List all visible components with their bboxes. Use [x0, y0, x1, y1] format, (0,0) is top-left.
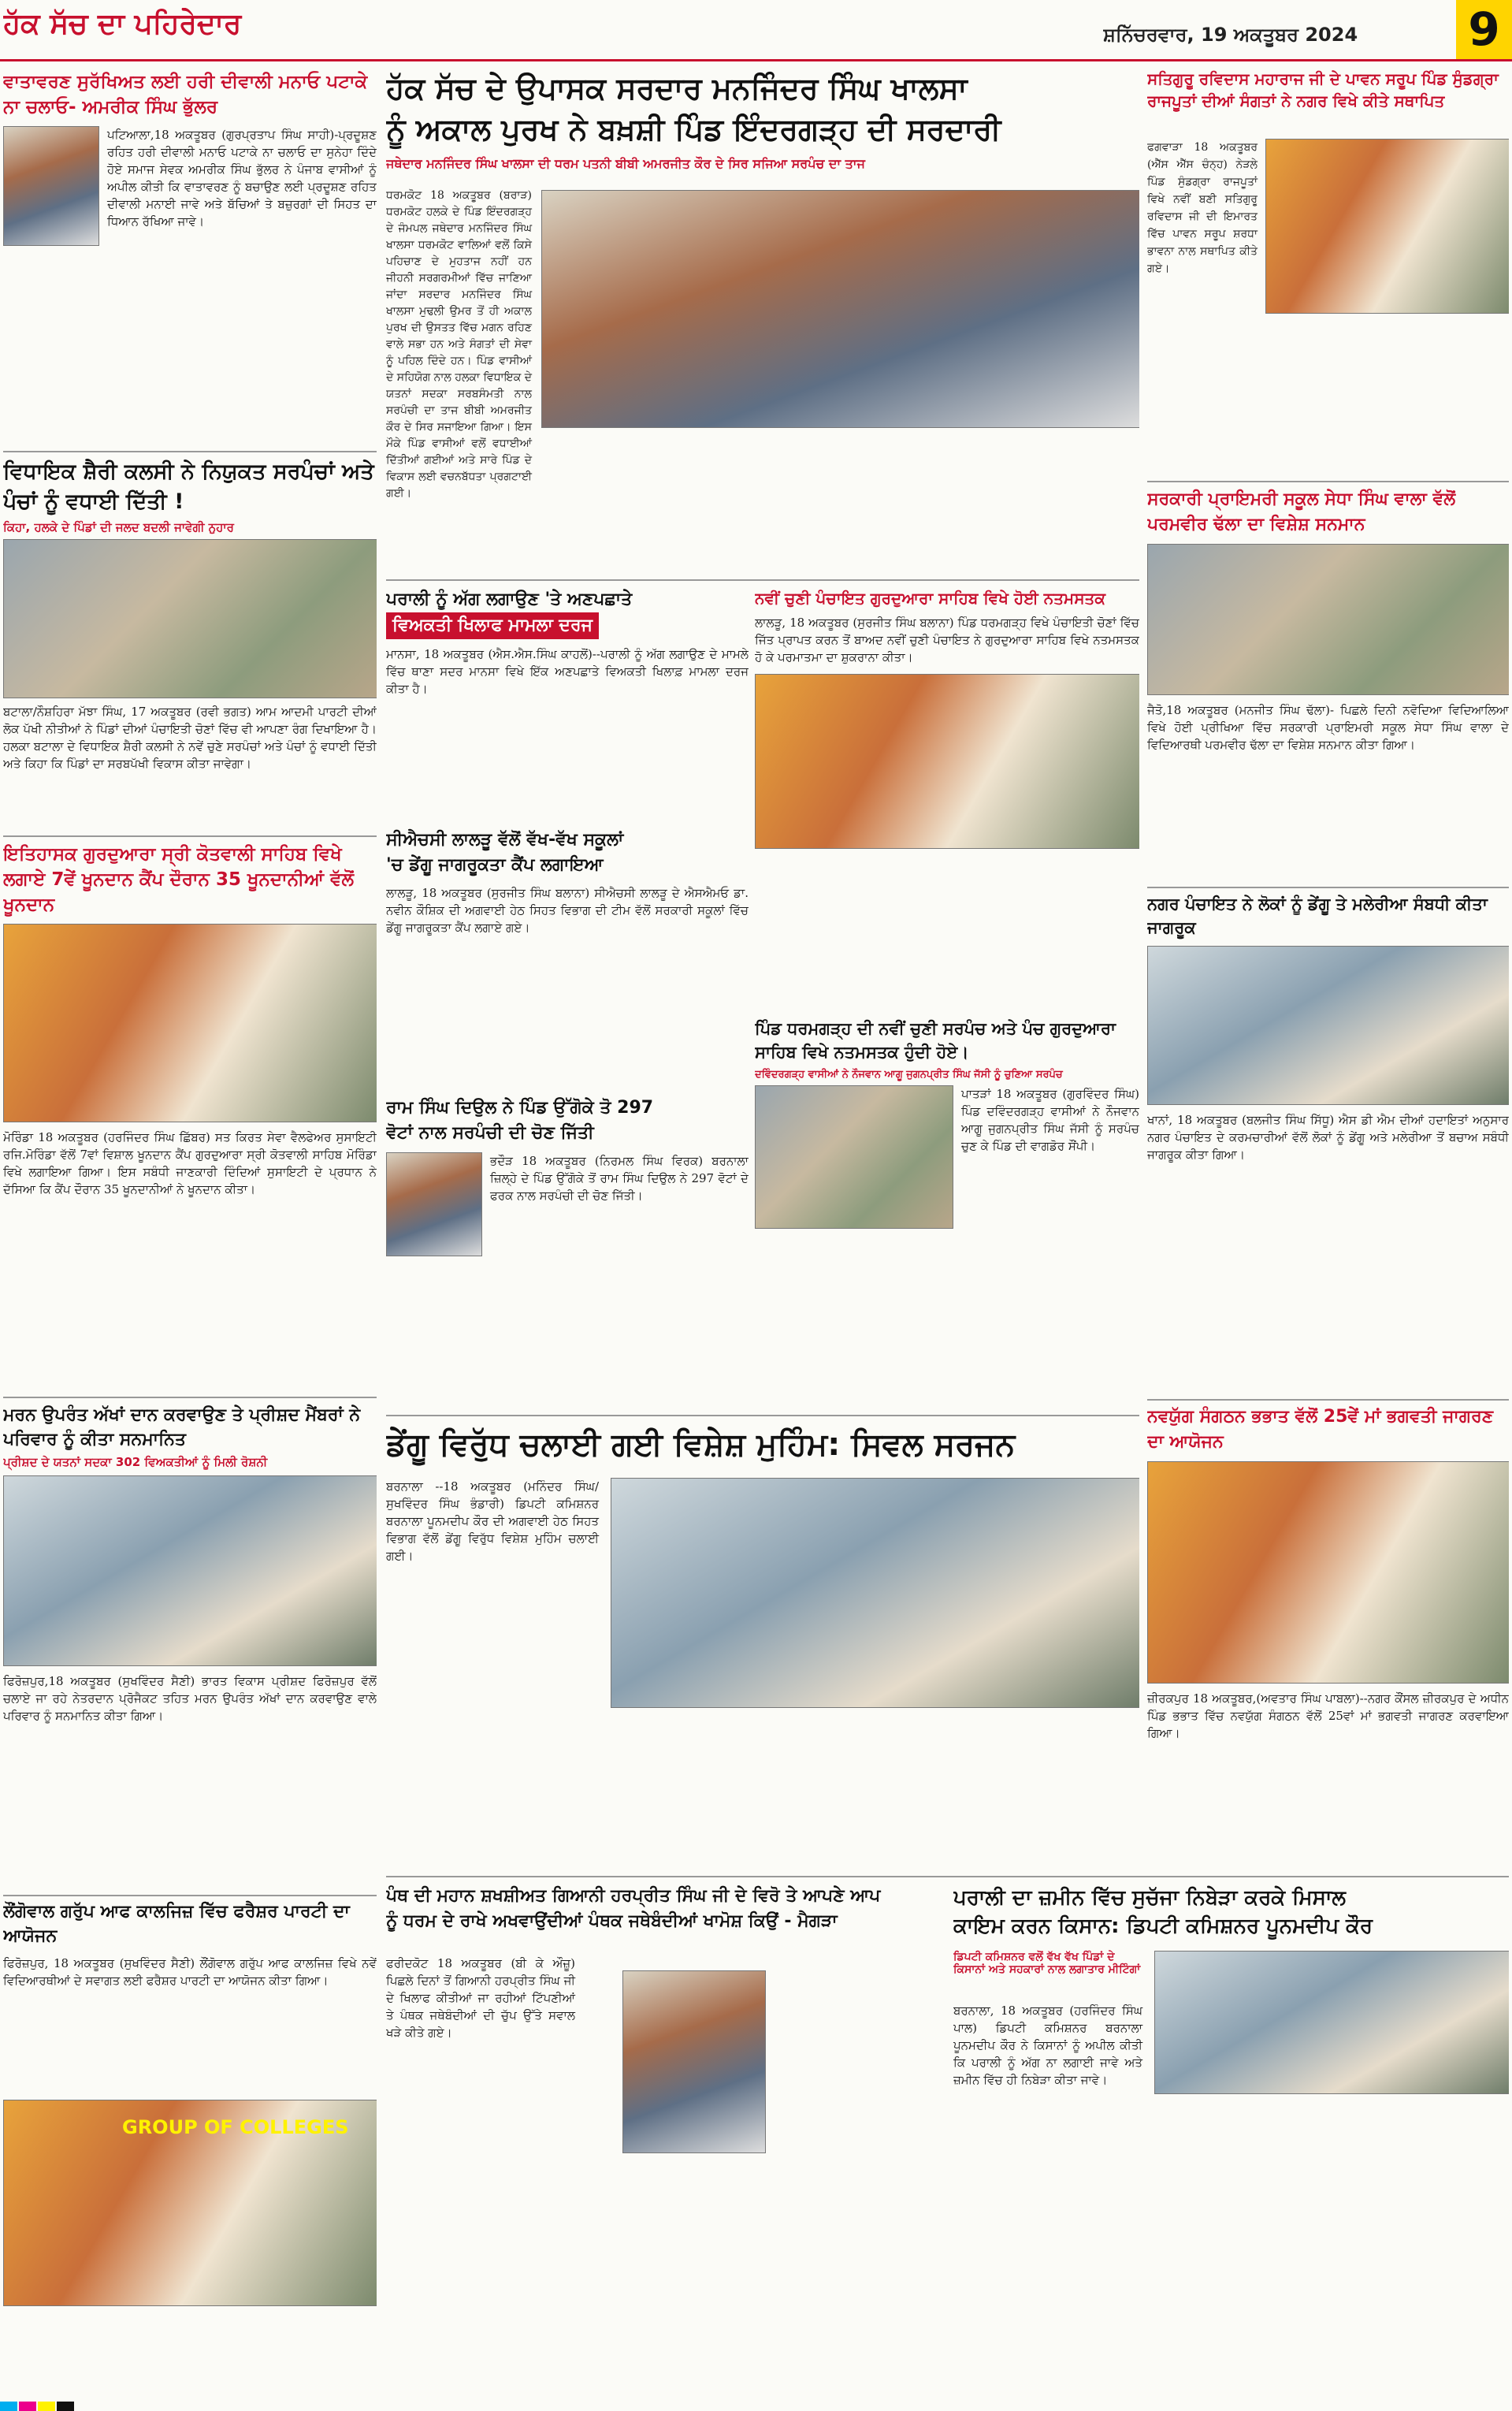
- story-title: ਨਵਯੁੱਗ ਸੰਗਠਨ ਭਭਾਤ ਵੱਲੋਂ 25ਵੇਂ ਮਾਂ ਭਗਵਤੀ ਜਾਗਰਣ ਦਾ ਆਯੋਜਨ: [1147, 1407, 1494, 1452]
- story-photo: [1265, 139, 1509, 314]
- story-body: ਬਰਨਾਲਾ, 18 ਅਕਤੂਬਰ (ਹਰਜਿੰਦਰ ਸਿੰਘ ਪਾਲ) ਡਿਪਟੀ ਕਮਿਸ਼ਨਰ ਬਰਨਾਲਾ ਪੂਨਮਦੀਪ ਕੌਰ ਨੇ ਕਿਸਾਨਾਂ ਨੂੰ ਅਪੀਲ ਕੀਤੀ ਕਿ ਪਰਾਲੀ ਨੂੰ ਅੱਗ ਨਾ ਲਗਾਈ ਜਾਵੇ ਅਤੇ ਜ਼ਮੀਨ ਵਿੱਚ ਹੀ ਨਿਬੇੜਾ ਕੀਤਾ ਜਾਵੇ।: [953, 2004, 1142, 2087]
- story-title1: ਪਰਾਲੀ ਨੂੰ ਅੱਗ ਲਗਾਉਣ 'ਤੇ ਅਣਪਛਾਤੇ: [386, 590, 633, 609]
- story-body: ਫਰੀਦਕੋਟ 18 ਅਕਤੂਬਰ (ਬੀ ਕੇ ਔਜ਼ੂ) ਪਿਛਲੇ ਦਿਨਾਂ ਤੋਂ ਗਿਆਨੀ ਹਰਪ੍ਰੀਤ ਸਿੰਘ ਜੀ ਦੇ ਖਿਲਾਫ ਕੀਤੀਆਂ ਜਾ ਰਹੀਆਂ ਟਿੱਪਣੀਆਂ ਤੇ ਪੰਥਕ ਜਥੇਬੰਦੀਆਂ ਦੀ ਚੁੱਪ ਉੱਤੇ ਸਵਾਲ ਖੜੇ ਕੀਤੇ ਗਏ।: [386, 1956, 575, 2040]
- story-photo: [755, 1085, 953, 1229]
- page-number: 9: [1456, 0, 1512, 59]
- story-photo: [1147, 946, 1509, 1105]
- story-title1: ਰਾਮ ਸਿੰਘ ਦਿਉਲ ਨੇ ਪਿੰਡ ਉੱਗੋਕੇ ਤੋ 297: [386, 1098, 654, 1118]
- story-title: ਲੌਂਗੋਵਾਲ ਗਰੁੱਪ ਆਫ ਕਾਲਜਿਜ਼ ਵਿੱਚ ਫਰੈਸ਼ਰ ਪਾਰਟੀ ਦਾ ਆਯੋਜਨ: [3, 1902, 350, 1946]
- story-blood-donation: [3, 842, 377, 1393]
- story-body: ਮੋਰਿੰਡਾ 18 ਅਕਤੂਬਰ (ਹਰਜਿੰਦਰ ਸਿੰਘ ਛਿੱਬਰ) ਸਤ ਕਿਰਤ ਸੇਵਾ ਵੈਲਫੇਅਰ ਸੁਸਾਇਟੀ ਰਜਿ.ਮੋਰਿੰਡਾ ਵੱਲੋਂ 7ਵਾਂ ਵਿਸ਼ਾਲ ਖੂਨਦਾਨ ਕੈਂਪ ਗੁਰਦੁਆਰਾ ਸ੍ਰੀ ਕੋਤਵਾਲੀ ਸਾਹਿਬ ਮੋਰਿੰਡਾ ਵਿਖੇ ਲਗਾਇਆ ਗਿਆ। ਇਸ ਸਬੰਧੀ ਜਾਣਕਾਰੀ ਦਿੰਦਿਆਂ ਸੁਸਾਇਟੀ ਦੇ ਪ੍ਰਧਾਨ ਨੇ ਦੱਸਿਆ ਕਿ ਕੈਂਪ ਦੌਰਾਨ 35 ਖੂਨਦਾਨੀਆਂ ਨੇ ਖੂਨਦਾਨ ਕੀਤਾ।: [3, 1130, 377, 1196]
- story-photo: [3, 924, 377, 1122]
- story-title: ਨਵੀਂ ਚੁਣੀ ਪੰਚਾਇਤ ਗੁਰਦੁਆਰਾ ਸਾਹਿਬ ਵਿਖੇ ਹੋਈ ਨਤਮਸਤਕ: [755, 589, 1105, 608]
- story-body: ਫਿਰੋਜ਼ਪੁਰ, 18 ਅਕਤੂਬਰ (ਸੁਖਵਿੰਦਰ ਸੈਣੀ) ਲੌਂਗੋਵਾਲ ਗਰੁੱਪ ਆਫ ਕਾਲਜਿਜ਼ ਵਿਖੇ ਨਵੇਂ ਵਿਦਿਆਰਥੀਆਂ ਦੇ ਸਵਾਗਤ ਲਈ ਫਰੈਸ਼ਰ ਪਾਰਟੀ ਦਾ ਆਯੋਜਨ ਕੀਤਾ ਗਿਆ।: [3, 1956, 377, 1988]
- reg-mark-cyan: [0, 2402, 17, 2411]
- story-photo: [3, 539, 377, 698]
- story-kicker: ਕਿਹਾ, ਹਲਕੇ ਦੇ ਪਿੰਡਾਂ ਦੀ ਜਲਦ ਬਦਲੀ ਜਾਵੇਗੀ ਨੁਹਾਰ: [3, 520, 234, 534]
- story-civil-surgeon: [386, 1423, 1139, 1872]
- story-deputy-commissioner: [953, 1884, 1509, 2396]
- story-title2: ਵਿਅਕਤੀ ਖਿਲਾਫ ਮਾਮਲਾ ਦਰਜ: [386, 612, 599, 639]
- story-body: ਮਾਨਸਾ, 18 ਅਕਤੂਬਰ (ਐਸ.ਐਸ.ਸਿੰਘ ਕਾਹਲੋਂ)--ਪਰਾਲੀ ਨੂੰ ਅੱਗ ਲਗਾਉਣ ਦੇ ਮਾਮਲੇ ਵਿੱਚ ਥਾਣਾ ਸਦਰ ਮਾਨਸਾ ਵਿਖੇ ਇੱਕ ਅਣਪਛਾਤੇ ਵਿਅਕਤੀ ਖਿਲਾਫ਼ ਮਾਮਲਾ ਦਰਜ ਕੀਤਾ ਹੈ।: [386, 647, 749, 696]
- reg-mark-black: [57, 2402, 74, 2411]
- main-headline-line2: ਨੂੰ ਅਕਾਲ ਪੁਰਖ ਨੇ ਬਖ਼ਸ਼ੀ ਪਿੰਡ ਇੰਦਰਗੜ੍ਹ ਦੀ ਸਰਦਾਰੀ: [386, 112, 1001, 147]
- story-title2: ਕਾਇਮ ਕਰਨ ਕਿਸਾਨ: ਡਿਪਟੀ ਕਮਿਸ਼ਨਰ ਪੂਨਮਦੀਪ ਕੌਰ: [953, 1914, 1373, 1938]
- main-kicker: ਜਥੇਦਾਰ ਮਨਜਿੰਦਰ ਸਿੰਘ ਖਾਲਸਾ ਦੀ ਧਰਮ ਪਤਨੀ ਬੀਬੀ ਅਮਰਜੀਤ ਕੌਰ ਦੇ ਸਿਰ ਸਜਿਆ ਸਰਪੰਚ ਦਾ ਤਾਜ: [386, 156, 865, 171]
- story-ramsingh: [386, 1096, 749, 1411]
- masthead: [0, 0, 1512, 61]
- story-title: ਵਾਤਾਵਰਣ ਸੁਰੱਖਿਅਤ ਲਈ ਹਰੀ ਦੀਵਾਲੀ ਮਨਾਓ ਪਟਾਕੇ ਨਾ ਚਲਾਓ- ਅਮਰੀਕ ਸਿੰਘ ਭੁੱਲਰ: [3, 72, 368, 117]
- story-body: ਲਾਲੜੂ, 18 ਅਕਤੂਬਰ (ਸੁਰਜੀਤ ਸਿੰਘ ਬਲਾਨਾ) ਪਿੰਡ ਧਰਮਗੜ੍ਹ ਵਿਖੇ ਪੰਚਾਇਤੀ ਚੋਣਾਂ ਵਿੱਚ ਜਿੱਤ ਪ੍ਰਾਪਤ ਕਰਨ ਤੋਂ ਬਾਅਦ ਨਵੀਂ ਚੁਣੀ ਪੰਚਾਇਤ ਨੇ ਗੁਰਦੁਆਰਾ ਸਾਹਿਬ ਵਿਖੇ ਨਤਮਸਤਕ ਹੋ ਕੇ ਪਰਮਾਤਮਾ ਦਾ ਸ਼ੁਕਰਾਨਾ ਕੀਤਾ।: [755, 616, 1139, 664]
- story-title: ਮਰਨ ਉਪਰੰਤ ਅੱਖਾਂ ਦਾਨ ਕਰਵਾਉਣ ਤੇ ਪ੍ਰੀਸ਼ਦ ਮੈਂਬਰਾਂ ਨੇ ਪਰਿਵਾਰ ਨੂੰ ਕੀਤਾ ਸਨਮਾਨਿਤ: [3, 1405, 361, 1449]
- story-body: ਪਾਤੜਾਂ 18 ਅਕਤੂਬਰ (ਗੁਰਵਿੰਦਰ ਸਿੰਘ) ਪਿੰਡ ਦਵਿੰਦਰਗੜ੍ਹ ਵਾਸੀਆਂ ਨੇ ਨੌਜਵਾਨ ਆਗੂ ਜੁਗਨਪ੍ਰੀਤ ਸਿੰਘ ਜੱਸੀ ਨੂੰ ਸਰਪੰਚ ਚੁਣ ਕੇ ਪਿੰਡ ਦੀ ਵਾਗਡੋਰ ਸੌਂਪੀ।: [961, 1087, 1139, 1153]
- story-body: ਜੈਤੋ,18 ਅਕਤੂਬਰ (ਮਨਜੀਤ ਸਿੰਘ ਢੱਲਾ)- ਪਿਛਲੇ ਦਿਨੀ ਨਵੋਦਿਆ ਵਿਦਿਆਲਿਆ ਵਿਖੇ ਹੋਈ ਪ੍ਰੀਖਿਆ ਵਿੱਚ ਸਰਕਾਰੀ ਪ੍ਰਾਇਮਰੀ ਸਕੂਲ ਸੇਧਾ ਸਿੰਘ ਵਾਲਾ ਦੇ ਵਿਦਿਆਰਥੀ ਪਰਮਵੀਰ ਢੱਲਾ ਦਾ ਵਿਸ਼ੇਸ਼ ਸਨਮਾਨ ਕੀਤਾ ਗਿਆ।: [1147, 703, 1509, 752]
- story-title1: ਸੀਐਚਸੀ ਲਾਲੜੂ ਵੱਲੋਂ ਵੱਖ-ਵੱਖ ਸਕੂਲਾਂ: [386, 830, 624, 850]
- story-body: ਭਦੌੜ 18 ਅਕਤੂਬਰ (ਨਿਰਮਲ ਸਿੰਘ ਵਿਰਕ) ਬਰਨਾਲਾ ਜ਼ਿਲ੍ਹੇ ਦੇ ਪਿੰਡ ਉੱਗੋਕੇ ਤੋਂ ਰਾਮ ਸਿੰਘ ਦਿਉਲ ਨੇ 297 ਵੋਟਾਂ ਦੇ ਫਰਕ ਨਾਲ ਸਰਪੰਚੀ ਦੀ ਚੋਣ ਜਿੱਤੀ।: [490, 1154, 749, 1203]
- main-photo: [541, 190, 1139, 428]
- story-photo: [3, 1475, 377, 1666]
- story-body: ਫਗਵਾੜਾ 18 ਅਕਤੂਬਰ (ਐੱਸ ਐੱਸ ਚੰਨ੍ਹ) ਨੇੜਲੇ ਪਿੰਡ ਸੁੰਡਗ੍ਰਾ ਰਾਜਪੂਤਾਂ ਵਿਖੇ ਨਵੀਂ ਬਣੀ ਸਤਿਗੁਰੂ ਰਵਿਦਾਸ ਜੀ ਦੀ ਇਮਾਰਤ ਵਿੱਚ ਪਾਵਨ ਸਰੂਪ ਸ਼ਰਧਾ ਭਾਵਨਾ ਨਾਲ ਸਥਾਪਿਤ ਕੀਤੇ ਗਏ।: [1147, 141, 1258, 275]
- story-photo: [622, 1970, 766, 2153]
- story-diwali: [3, 69, 377, 448]
- reg-mark-yellow: [38, 2402, 55, 2411]
- avatar: [386, 1152, 482, 1256]
- story-parali-fir: [386, 587, 749, 824]
- story-photo: [755, 674, 1139, 849]
- story-body: ਫਿਰੋਜ਼ਪੁਰ,18 ਅਕਤੂਬਰ (ਸੁਖਵਿੰਦਰ ਸੈਣੀ) ਭਾਰਤ ਵਿਕਾਸ ਪ੍ਰੀਸ਼ਦ ਫਿਰੋਜ਼ਪੁਰ ਵੱਲੋਂ ਚਲਾਏ ਜਾ ਰਹੇ ਨੇਤਰਦਾਨ ਪ੍ਰੋਜੈਕਟ ਤਹਿਤ ਮਰਨ ਉਪਰੰਤ ਅੱਖਾਂ ਦਾਨ ਕਰਵਾਉਣ ਵਾਲੇ ਪਰਿਵਾਰ ਨੂੰ ਸਨਮਾਨਿਤ ਕੀਤਾ ਗਿਆ।: [3, 1674, 377, 1723]
- main-body: ਧਰਮਕੋਟ 18 ਅਕਤੂਬਰ (ਬਰਾੜ) ਧਰਮਕੋਟ ਹਲਕੇ ਦੇ ਪਿੰਡ ਇੰਦਰਗੜ੍ਹ ਦੇ ਜੰਮਪਲ ਜਥੇਦਾਰ ਮਨਜਿੰਦਰ ਸਿੰਘ ਖਾਲਸਾ ਧਰਮਕੋਟ ਵਾਲਿਆਂ ਵਲੋਂ ਕਿਸੇ ਪਹਿਚਾਣ ਦੇ ਮੁਹਤਾਜ ਨਹੀਂ ਹਨ ਜੀਹਨੀ ਸਰਗਰਮੀਆਂ ਵਿੱਚ ਜਾਣਿਆ ਜਾਂਦਾ ਸਰਦਾਰ ਮਨਜਿੰਦਰ ਸਿੰਘ ਖਾਲਸਾ ਮੁਢਲੀ ਉਮਰ ਤੋਂ ਹੀ ਅਕਾਲ ਪੁਰਖ ਦੀ ਉਸਤਤ ਵਿੱਚ ਮਗਨ ਰਹਿਣ ਵਾਲੇ ਸਭਾ ਹਨ ਅਤੇ ਸੰਗਤਾਂ ਦੀ ਸੇਵਾ ਨੂੰ ਪਹਿਲ ਦਿੰਦੇ ਹਨ। ਪਿੰਡ ਵਾਸੀਆਂ ਦੇ ਸਹਿਯੋਗ ਨਾਲ ਹਲਕਾ ਵਿਧਾਇਕ ਦੇ ਯਤਨਾਂ ਸਦਕਾ ਸਰਬਸੰਮਤੀ ਨਾਲ ਸਰਪੰਚੀ ਦਾ ਤਾਜ ਬੀਬੀ ਅਮਰਜੀਤ ਕੌਰ ਦੇ ਸਿਰ ਸਜਾਇਆ ਗਿਆ। ਇਸ ਮੌਕੇ ਪਿੰਡ ਵਾਸੀਆਂ ਵਲੋਂ ਵਧਾਈਆਂ ਦਿੱਤੀਆਂ ਗਈਆਂ ਅਤੇ ਸਾਰੇ ਪਿੰਡ ਦੇ ਵਿਕਾਸ ਲਈ ਵਚਨਬੱਧਤਾ ਪ੍ਰਗਟਾਈ ਗਈ।: [386, 189, 532, 500]
- story-body: ਖਾਨਾਂ, 18 ਅਕਤੂਬਰ (ਬਲਜੀਤ ਸਿੰਘ ਸਿੱਧੂ) ਐਸ ਡੀ ਐਮ ਦੀਆਂ ਹਦਾਇਤਾਂ ਅਨੁਸਾਰ ਨਗਰ ਪੰਚਾਇਤ ਦੇ ਕਰਮਚਾਰੀਆਂ ਵੱਲੋਂ ਲੋਕਾਂ ਨੂੰ ਡੇਂਗੂ ਅਤੇ ਮਲੇਰੀਆ ਤੋਂ ਬਚਾਅ ਸਬੰਧੀ ਜਾਗਰੂਕ ਕੀਤਾ ਗਿਆ।: [1147, 1113, 1509, 1162]
- story-title: ਪਿੰਡ ਧਰਮਗੜ੍ਹ ਦੀ ਨਵੀਂ ਚੁਣੀ ਸਰਪੰਚ ਅਤੇ ਪੰਚ ਗੁਰਦੁਆਰਾ ਸਾਹਿਬ ਵਿਖੇ ਨਤਮਸਤਕ ਹੁੰਦੀ ਹੋਏ।: [755, 1019, 1116, 1062]
- story-title2: ਨੂੰ ਧਰਮ ਦੇ ਰਾਖੇ ਅਖਵਾਉਂਦੀਆਂ ਪੰਥਕ ਜਥੇਬੰਦੀਆਂ ਖਾਮੋਸ਼ ਕਿਉਂ - ਮੈਗੜਾ: [386, 1911, 838, 1931]
- story-gurdwara: [755, 587, 1139, 1013]
- story-title1: ਪਰਾਲੀ ਦਾ ਜ਼ਮੀਨ ਵਿੱਚ ਸੁਚੱਜਾ ਨਿਬੇੜਾ ਕਰਕੇ ਮਿਸਾਲ: [953, 1886, 1346, 1910]
- masthead-date: ਸ਼ਨਿੱਚਰਵਾਰ, 19 ਅਕਤੂਬਰ 2024: [1103, 24, 1358, 46]
- story-title2: ਵੋਟਾਂ ਨਾਲ ਸਰਪੰਚੀ ਦੀ ਚੋਣ ਜਿੱਤੀ: [386, 1123, 594, 1143]
- story-photo: [1147, 1461, 1509, 1684]
- story-kalsi: [3, 457, 377, 832]
- story-kicker: ਦਵਿੰਦਰਗੜ੍ਹ ਵਾਸੀਆਂ ਨੇ ਨੌਜਵਾਨ ਆਗੂ ਜੁਗਨਪ੍ਰੀਤ ਸਿੰਘ ਜੱਸੀ ਨੂੰ ਚੁਣਿਆ ਸਰਪੰਚ: [755, 1069, 1063, 1081]
- story-ravidas: [1147, 68, 1509, 478]
- story-kicker: ਡਿਪਟੀ ਕਮਿਸ਼ਨਰ ਵਲੋਂ ਵੱਖ ਵੱਖ ਪਿੰਡਾਂ ਦੇ ਕਿਸਾਨਾਂ ਅਤੇ ਸਹਕਾਰਾਂ ਨਾਲ ਲਗਾਤਾਰ ਮੀਟਿੰਗਾਂ: [953, 1951, 1141, 1976]
- story-eye-donation: [3, 1403, 377, 1892]
- main-headline-line1: ਹੱਕ ਸੱਚ ਦੇ ਉਪਾਸਕ ਸਰਦਾਰ ਮਨਜਿੰਦਰ ਸਿੰਘ ਖਾਲਸਾ: [386, 71, 968, 106]
- reg-mark-magenta: [19, 2402, 36, 2411]
- story-title1: ਪੰਥ ਦੀ ਮਹਾਨ ਸ਼ਖਸ਼ੀਅਤ ਗਿਆਨੀ ਹਰਪ੍ਰੀਤ ਸਿੰਘ ਜੀ ਦੇ ਵਿਰੋ ਤੇ ਆਪਣੇ ਆਪ: [386, 1886, 881, 1906]
- story-body: ਬਟਾਲਾ/ਨੌਸ਼ਹਿਰਾ ਮੱਝਾ ਸਿੰਘ, 17 ਅਕਤੂਬਰ (ਰਵੀ ਭਗਤ) ਆਮ ਆਦਮੀ ਪਾਰਟੀ ਦੀਆਂ ਲੋਕ ਪੱਖੀ ਨੀਤੀਆਂ ਨੇ ਪਿੰਡਾਂ ਦੀਆਂ ਪੰਚਾਇਤੀ ਚੋਣਾਂ ਵਿੱਚ ਵੀ ਆਪਣਾ ਰੰਗ ਦਿਖਾਇਆ ਹੈ। ਹਲਕਾ ਬਟਾਲਾ ਦੇ ਵਿਧਾਇਕ ਸ਼ੈਰੀ ਕਲਸੀ ਨੇ ਨਵੇਂ ਚੁਣੇ ਸਰਪੰਚਾਂ ਅਤੇ ਪੰਚਾਂ ਨੂੰ ਵਧਾਈ ਦਿੱਤੀ ਅਤੇ ਕਿਹਾ ਕਿ ਪਿੰਡਾਂ ਦਾ ਸਰਬਪੱਖੀ ਵਿਕਾਸ ਕੀਤਾ ਜਾਵੇਗਾ।: [3, 705, 377, 771]
- story-body: ਪਟਿਆਲਾ,18 ਅਕਤੂਬਰ (ਗੁਰਪ੍ਰਤਾਪ ਸਿੰਘ ਸਾਹੀ)-ਪ੍ਰਦੂਸ਼ਣ ਰਹਿਤ ਹਰੀ ਦੀਵਾਲੀ ਮਨਾਓ ਪਟਾਕੇ ਨਾ ਚਲਾਓ ਦਾ ਸੁਨੇਹਾ ਦਿੰਦੇ ਹੋਏ ਸਮਾਜ ਸੇਵਕ ਅਮਰੀਕ ਸਿੰਘ ਭੁੱਲਰ ਨੇ ਪੰਜਾਬ ਵਾਸੀਆਂ ਨੂੰ ਅਪੀਲ ਕੀਤੀ ਕਿ ਵਾਤਾਵਰਣ ਨੂੰ ਬਚਾਉਣ ਲਈ ਪ੍ਰਦੂਸ਼ਣ ਰਹਿਤ ਦੀਵਾਲੀ ਮਨਾਈ ਜਾਵੇ ਅਤੇ ਬੱਚਿਆਂ ਤੇ ਬਜ਼ੁਰਗਾਂ ਦੀ ਸਿਹਤ ਦਾ ਧਿਆਨ ਰੱਖਿਆ ਜਾਵੇ।: [107, 128, 377, 229]
- story-body: ਜ਼ੀਰਕਪੁਰ 18 ਅਕਤੂਬਰ,(ਅਵਤਾਰ ਸਿੰਘ ਪਾਬਲਾ)--ਨਗਰ ਕੌਂਸਲ ਜ਼ੀਰਕਪੁਰ ਦੇ ਅਧੀਨ ਪਿੰਡ ਭਭਾਤ ਵਿੱਚ ਨਵਯੁੱਗ ਸੰਗਠਨ ਵੱਲੋਂ 25ਵਾਂ ਮਾਂ ਭਗਵਤੀ ਜਾਗਰਣ ਕਰਵਾਇਆ ਗਿਆ।: [1147, 1691, 1509, 1740]
- story-title: ਵਿਧਾਇਕ ਸ਼ੈਰੀ ਕਲਸੀ ਨੇ ਨਿਯੁਕਤ ਸਰਪੰਚਾਂ ਅਤੇ ਪੰਚਾਂ ਨੂੰ ਵਧਾਈ ਦਿੱਤੀ !: [3, 460, 374, 514]
- logo-text: ਹੱਕ ਸੱਚ ਦਾ ਪਹਿਰੇਦਾਰ: [3, 8, 242, 40]
- story-title: ਨਗਰ ਪੰਚਾਇਤ ਨੇ ਲੋਕਾਂ ਨੂੰ ਡੇਂਗੂ ਤੇ ਮਲੇਰੀਆ ਸੰਬਧੀ ਕੀਤਾ ਜਾਗਰੂਕ: [1147, 895, 1488, 937]
- avatar: [3, 126, 99, 246]
- story-jagran: [1147, 1405, 1509, 1870]
- story-title: ਸਰਕਾਰੀ ਪ੍ਰਾਇਮਰੀ ਸਕੂਲ ਸੇਧਾ ਸਿੰਘ ਵਾਲਾ ਵੱਲੋਂ ਪਰਮਵੀਰ ਢੱਲਾ ਦਾ ਵਿਸ਼ੇਸ਼ ਸਨਮਾਨ: [1147, 489, 1456, 534]
- story-nagar-panchayat: [1147, 892, 1509, 1397]
- registration-marks: [0, 2399, 1512, 2411]
- banner-text: GROUP OF COLLEGES: [122, 2116, 349, 2138]
- story-kicker: ਪ੍ਰੀਸ਼ਦ ਦੇ ਯਤਨਾਂ ਸਦਕਾ 302 ਵਿਅਕਤੀਆਂ ਨੂੰ ਮਿਲੀ ਰੋਸ਼ਨੀ: [3, 1455, 268, 1469]
- story-title: ਸਤਿਗੁਰੂ ਰਵਿਦਾਸ ਮਹਾਰਾਜ ਜੀ ਦੇ ਪਾਵਨ ਸਰੂਪ ਪਿੰਡ ਸੁੰਡਗ੍ਰਾ ਰਾਜਪੂਤਾਂ ਦੀਆਂ ਸੰਗਤਾਂ ਨੇ ਨਗਰ ਵਿਖੇ ਕੀਤੇ ਸਥਾਪਿਤ: [1147, 69, 1499, 110]
- story-photo: [1154, 1951, 1509, 2094]
- story-school: [1147, 487, 1509, 881]
- story-title: ਡੇਂਗੂ ਵਿਰੁੱਧ ਚਲਾਈ ਗਈ ਵਿਸ਼ੇਸ਼ ਮੁਹਿੰਮ: ਸਿਵਲ ਸਰਜਨ: [386, 1427, 1016, 1463]
- story-photo: [3, 2100, 377, 2306]
- story-body: ਬਰਨਾਲਾ --18 ਅਕਤੂਬਰ (ਮਨਿੰਦਰ ਸਿੰਘ/ ਸੁਖਵਿੰਦਰ ਸਿੰਘ ਭੰਡਾਰੀ) ਡਿਪਟੀ ਕਮਿਸ਼ਨਰ ਬਰਨਾਲਾ ਪੂਨਮਦੀਪ ਕੌਰ ਦੀ ਅਗਵਾਈ ਹੇਠ ਸਿਹਤ ਵਿਭਾਗ ਵੱਲੋਂ ਡੇਂਗੂ ਵਿਰੁੱਧ ਵਿਸ਼ੇਸ਼ ਮੁਹਿੰਮ ਚਲਾਈ ਗਈ।: [386, 1479, 599, 1563]
- story-title: ਇਤਿਹਾਸਕ ਗੁਰਦੁਆਰਾ ਸ੍ਰੀ ਕੋਤਵਾਲੀ ਸਾਹਿਬ ਵਿਖੇ ਲਗਾਏ 7ਵੇਂ ਖੂਨਦਾਨ ਕੈਂਪ ਦੌਰਾਨ 35 ਖੂਨਦਾਨੀਆਂ ਵੱਲੋਂ ਖੂਨਦਾਨ: [3, 844, 355, 915]
- masthead-logo: [3, 8, 271, 52]
- story-photo: [611, 1478, 1139, 1708]
- story-photo: [1147, 544, 1509, 695]
- story-title2: 'ਚ ਡੇਂਗੂ ਜਾਗਰੂਕਤਾ ਕੈਂਪ ਲਗਾਇਆ: [386, 855, 604, 875]
- story-fresher-party: [3, 1899, 377, 2396]
- story-dharamgarh: [755, 1017, 1139, 1411]
- story-gyani: [386, 1884, 945, 2404]
- story-body: ਲਾਲੜੂ, 18 ਅਕਤੂਬਰ (ਸੁਰਜੀਤ ਸਿੰਘ ਬਲਾਨਾ) ਸੀਐਚਸੀ ਲਾਲੜੂ ਦੇ ਐਸਐਮਓ ਡਾ. ਨਵੀਨ ਕੌਸ਼ਿਕ ਦੀ ਅਗਵਾਈ ਹੇਠ ਸਿਹਤ ਵਿਭਾਗ ਦੀ ਟੀਮ ਵੱਲੋਂ ਸਰਕਾਰੀ ਸਕੂਲਾਂ ਵਿੱਚ ਡੇਂਗੂ ਜਾਗਰੂਕਤਾ ਕੈਂਪ ਲਗਾਏ ਗਏ।: [386, 886, 749, 935]
- main-story: [386, 68, 1139, 572]
